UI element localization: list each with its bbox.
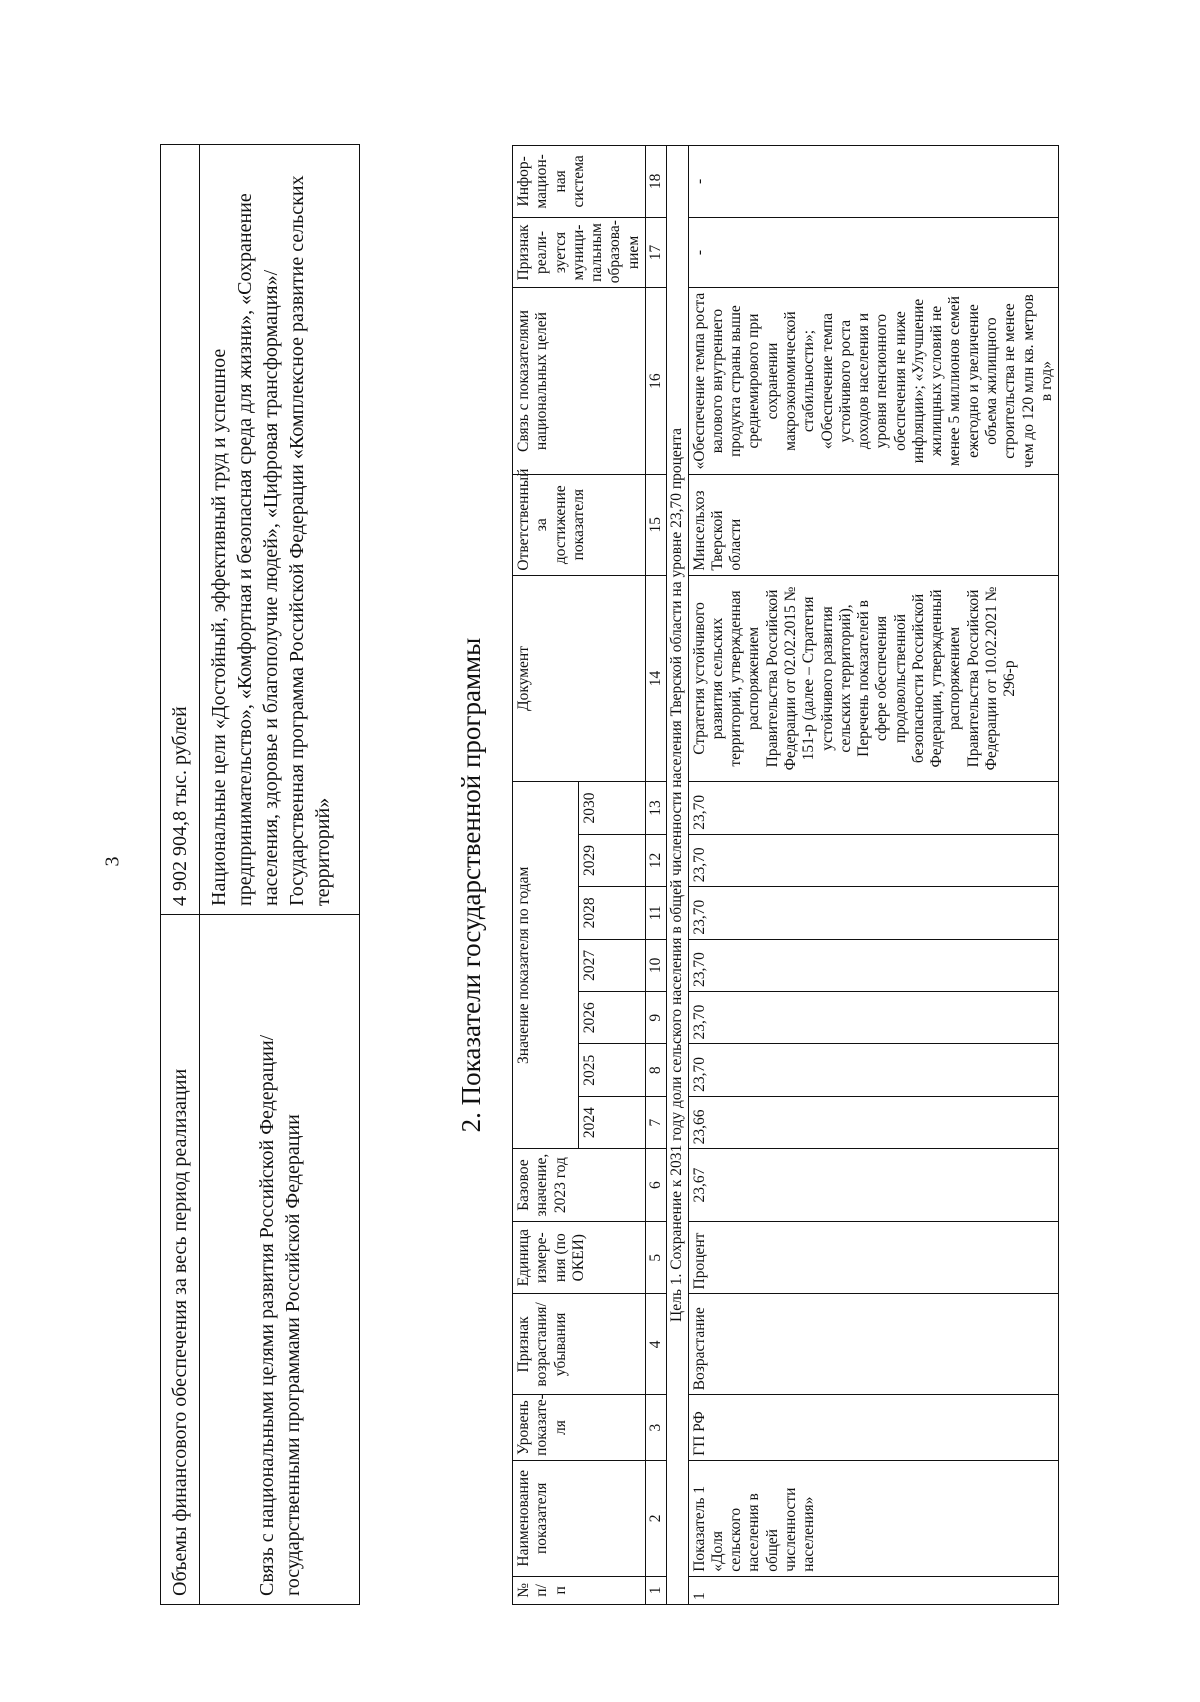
header-municipal-sign: Признак реали-зуется муници-пальным образова-нием	[513, 217, 646, 288]
column-number: 2	[645, 1460, 666, 1576]
header-year: 2026	[579, 992, 645, 1044]
row-level: ГП РФ	[688, 1395, 1059, 1461]
column-number: 7	[645, 1096, 666, 1148]
header-year: 2030	[579, 782, 645, 834]
header-name: Наименование показателя	[513, 1460, 646, 1576]
header-year: 2028	[579, 887, 645, 939]
page-number: 3	[101, 856, 124, 867]
row-national-link: «Обеспечение темпа роста валового внутреннего продукта страны выше среднемирового при сохранении макроэкономической стабильности»; «Обеспечение темпа устойчивого роста доходов населения и уровня пенсионного обеспечения не ниже инфляции»; «Улучшение жилищных условий не менее 5 миллионов семей ежегодно и увеличение объема жилищного строительства не менее чем до 120 млн кв. метров в год»	[688, 288, 1059, 475]
column-number: 17	[645, 217, 666, 288]
column-number: 13	[645, 782, 666, 834]
row-value-2024: 23,66	[688, 1096, 1059, 1148]
row-base: 23,67	[688, 1149, 1059, 1222]
header-level: Уровень показате-ля	[513, 1395, 646, 1461]
header-responsible: Ответственный за достижение показателя	[513, 474, 646, 575]
column-number: 12	[645, 834, 666, 886]
table-row	[688, 146, 1059, 1605]
column-number: 5	[645, 1221, 666, 1294]
goal-row	[667, 146, 688, 1605]
header-national-link: Связь с показателями национальных целей	[513, 288, 646, 475]
row-value-2029: 23,70	[688, 834, 1059, 886]
column-number: 6	[645, 1149, 666, 1222]
indicators-table	[512, 145, 1059, 1605]
header-year: 2029	[579, 834, 645, 886]
header-row-1	[513, 146, 579, 1605]
column-number: 8	[645, 1044, 666, 1096]
goal-text: Цель 1. Сохранение к 2031 году доли сельского населения в общей численности населения Тверской области на уровне 23,70 процента	[667, 146, 688, 1605]
row-sign: Возрастание	[688, 1294, 1059, 1395]
row-value-2028: 23,70	[688, 887, 1059, 939]
header-info-system: Инфор-мацион-ная система	[513, 146, 646, 218]
row-value-2026: 23,70	[688, 992, 1059, 1044]
header-sign: Признак возрастания/ убывания	[513, 1294, 646, 1395]
column-number: 1	[645, 1576, 666, 1604]
rotated-landscape-sheet	[160, 45, 1140, 1625]
national-goals-link-row	[200, 145, 360, 1605]
header-unit: Единица измере-ния (по ОКЕИ)	[513, 1221, 646, 1294]
header-year: 2027	[579, 939, 645, 991]
national-goals-link-value: Национальные цели «Достойный, эффективный труд и успешное предпринимательство», «Комфортная и безопасная среда для жизни», «Сохранение населения, здоровье и благополучие людей», «Цифровая трансформация»/Государственная программа Российской Федерации «Комплексное развитие сельских территорий»	[200, 145, 360, 915]
section-title: 2. Показатели государственной программы	[456, 637, 486, 1133]
row-value-2025: 23,70	[688, 1044, 1059, 1096]
row-document: Стратегия устойчивого развития сельских территорий, утвержденная распоряжением Правительства Российской Федерации от 02.02.2015 № 151-р (далее – Стратегия устойчивого развития сельских территорий), Перечень показателей в сфере обеспечения продовольственной безопасности Российской Федерации, утвержденный распоряжением Правительства Российской Федерации от 10.02.2021 № 296-р	[688, 575, 1059, 782]
header-num: № п/п	[513, 1576, 646, 1604]
column-number: 9	[645, 992, 666, 1044]
row-num: 1	[688, 1576, 1059, 1604]
row-info-system: -	[688, 146, 1059, 218]
financing-row	[161, 145, 200, 1605]
financing-value: 4 902 904,8 тыс. рублей	[161, 145, 200, 915]
row-name: Показатель 1 «Доля сельского населения в общей численности населения»	[688, 1460, 1059, 1576]
row-municipal-sign: -	[688, 217, 1059, 288]
national-goals-link-label: Связь с национальными целями развития Российской Федерации/государственными программами Российской Федерации	[200, 915, 360, 1605]
header-values-by-year: Значение показателя по годам	[513, 782, 579, 1149]
row-value-2030: 23,70	[688, 782, 1059, 834]
header-base: Базовое значение, 2023 год	[513, 1149, 646, 1222]
column-number: 18	[645, 146, 666, 218]
column-number: 11	[645, 887, 666, 939]
row-unit: Процент	[688, 1221, 1059, 1294]
column-number: 15	[645, 474, 666, 575]
column-number: 14	[645, 575, 666, 782]
column-number: 4	[645, 1294, 666, 1395]
financing-label: Объемы финансового обеспечения за весь период реализации	[161, 915, 200, 1605]
column-number: 10	[645, 939, 666, 991]
row-value-2027: 23,70	[688, 939, 1059, 991]
column-number: 3	[645, 1395, 666, 1461]
header-year: 2024	[579, 1096, 645, 1148]
column-numbers-row	[645, 146, 666, 1605]
row-responsible: Минсельхоз Тверской области	[688, 474, 1059, 575]
column-number: 16	[645, 288, 666, 475]
header-document: Документ	[513, 575, 646, 782]
passport-summary-table	[160, 144, 360, 1605]
header-year: 2025	[579, 1044, 645, 1096]
